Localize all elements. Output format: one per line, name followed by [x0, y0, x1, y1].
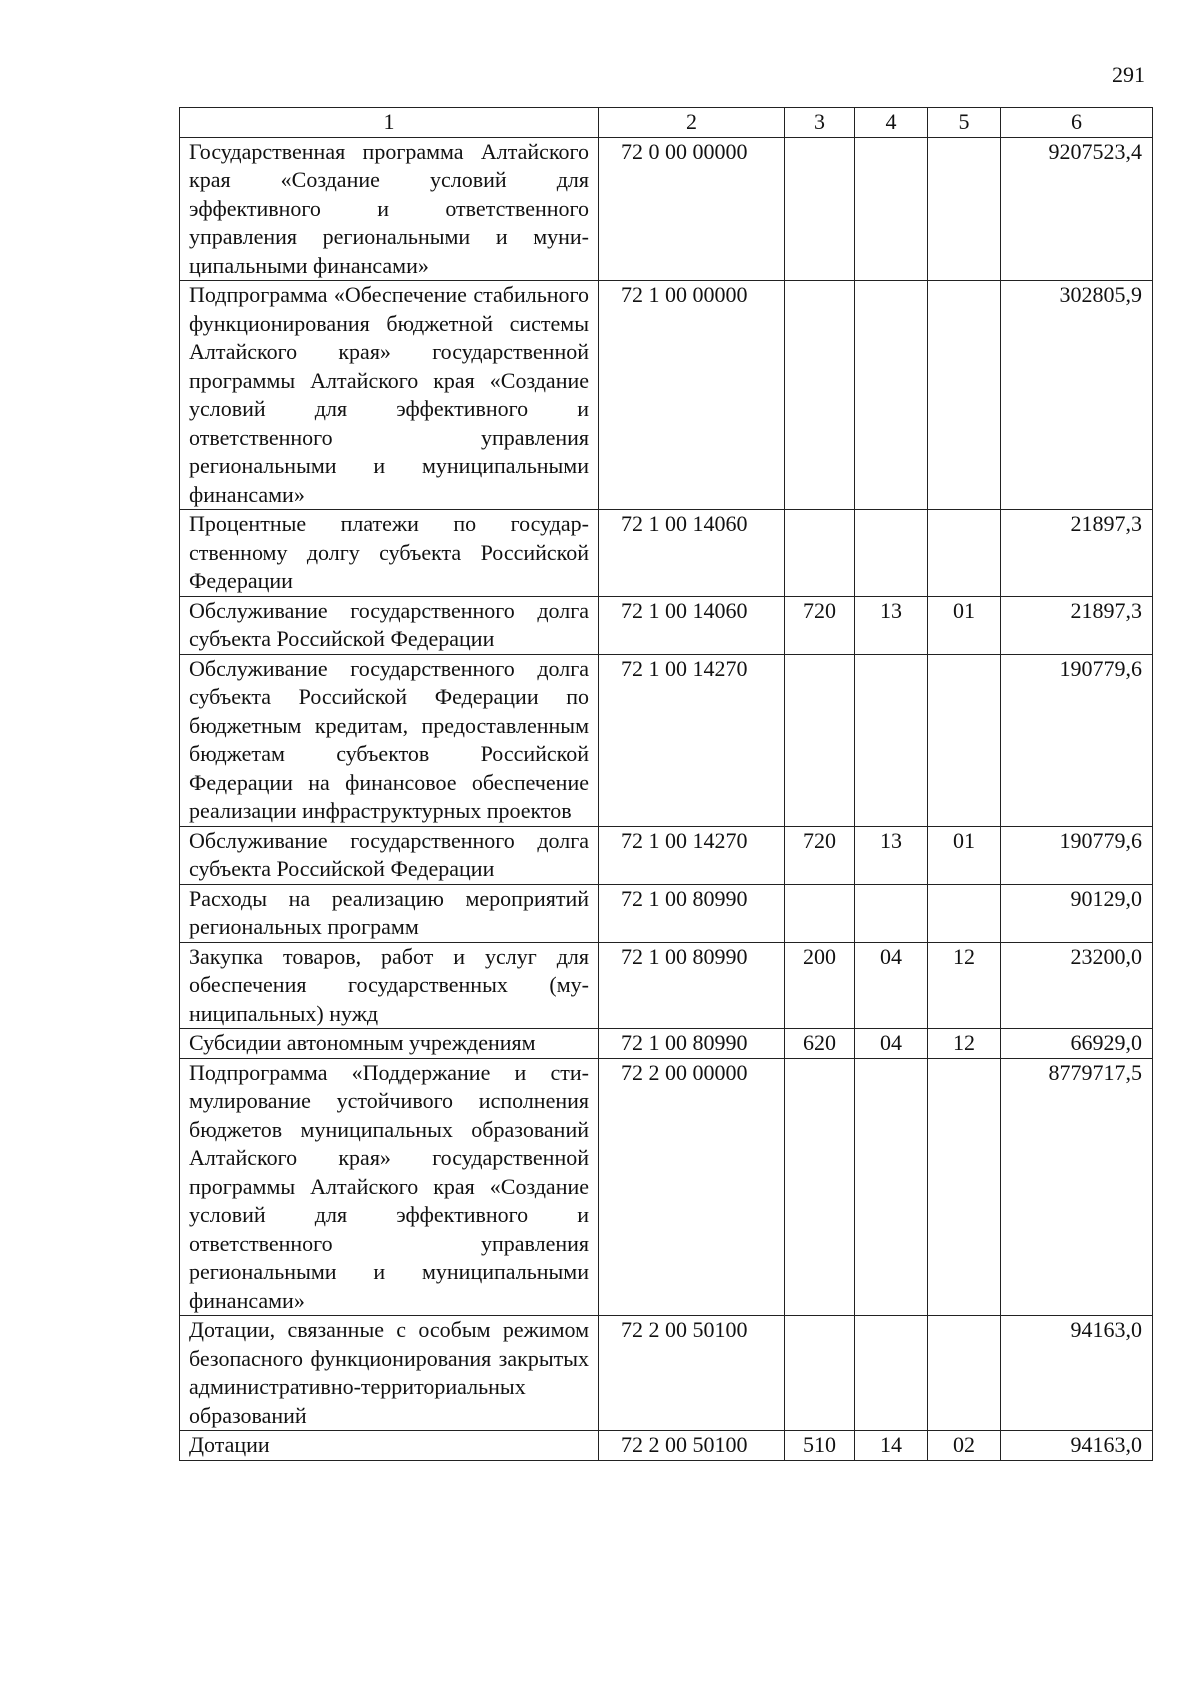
table-body [180, 137, 1153, 1460]
row-code: 72 2 00 50100 [599, 1316, 785, 1431]
row-amount: 21897,3 [1001, 596, 1153, 654]
table-row [180, 654, 1153, 826]
row-name: Дотации [180, 1431, 599, 1461]
row-pr: 01 [928, 826, 1001, 884]
row-rz: 13 [855, 596, 928, 654]
row-name: Расходы на реализацию мероприятий региональных программ [180, 884, 599, 942]
row-code: 72 1 00 00000 [599, 281, 785, 510]
row-pr: 12 [928, 1029, 1001, 1059]
row-name: Закупка товаров, работ и услуг для обеспечения государственных (муниципальных) нужд [180, 942, 599, 1029]
table-row [180, 826, 1153, 884]
row-rz [855, 654, 928, 826]
row-name: Обслуживание государственного долга субъекта Российской Федерации [180, 826, 599, 884]
page-number: 291 [1112, 62, 1145, 87]
row-amount: 190779,6 [1001, 654, 1153, 826]
row-vr [785, 510, 855, 597]
row-code: 72 1 00 14270 [599, 826, 785, 884]
row-vr [785, 281, 855, 510]
row-rz [855, 281, 928, 510]
row-pr [928, 884, 1001, 942]
row-name: Подпрограмма «Обеспечение стабильного функционирования бюджетной системы Алтайского края» государственной программы Алтайского края «Создание условий для эффективного и ответственного управления региональными и муниципальными финансами» [180, 281, 599, 510]
row-code: 72 1 00 14270 [599, 654, 785, 826]
row-pr [928, 510, 1001, 597]
row-vr [785, 1058, 855, 1316]
row-rz: 13 [855, 826, 928, 884]
table-header [180, 108, 1153, 138]
header-row [180, 108, 1153, 138]
row-name: Государственная программа Алтайского края «Создание условий для эффективного и ответственного управления региональными и муниципальными финансами» [180, 137, 599, 281]
budget-table [179, 107, 1153, 1461]
row-pr: 01 [928, 596, 1001, 654]
row-amount: 94163,0 [1001, 1431, 1153, 1461]
row-pr [928, 281, 1001, 510]
row-name: Обслуживание государственного долга субъекта Российской Федерации по бюджетным кредитам, предоставленным бюджетам субъектов Российской Федерации на финансовое обеспечение реализации инфраструктурных проектов [180, 654, 599, 826]
row-rz [855, 1058, 928, 1316]
row-vr: 620 [785, 1029, 855, 1059]
row-rz: 14 [855, 1431, 928, 1461]
table-row [180, 596, 1153, 654]
table-row [180, 1316, 1153, 1431]
row-pr [928, 1316, 1001, 1431]
row-vr: 200 [785, 942, 855, 1029]
row-vr [785, 137, 855, 281]
row-name: Субсидии автономным учреждениям [180, 1029, 599, 1059]
row-name: Подпрограмма «Поддержание и стимулирование устойчивого исполнения бюджетов муниципальных образований Алтайского края» государственной программы Алтайского края «Создание условий для эффективного и ответственного управления региональными и муниципальными финансами» [180, 1058, 599, 1316]
row-name: Дотации, связанные с особым режимом безопасного функционирования закрытых административно-территориальных образований [180, 1316, 599, 1431]
row-rz [855, 137, 928, 281]
row-rz [855, 1316, 928, 1431]
row-code: 72 2 00 50100 [599, 1431, 785, 1461]
row-pr [928, 1058, 1001, 1316]
row-amount: 302805,9 [1001, 281, 1153, 510]
row-amount: 9207523,4 [1001, 137, 1153, 281]
row-code: 72 1 00 14060 [599, 510, 785, 597]
column-header-1: 1 [180, 108, 599, 138]
row-pr: 12 [928, 942, 1001, 1029]
row-vr: 720 [785, 596, 855, 654]
table-row [180, 281, 1153, 510]
row-name: Обслуживание государственного долга субъекта Российской Федерации [180, 596, 599, 654]
column-header-6: 6 [1001, 108, 1153, 138]
table-row [180, 510, 1153, 597]
row-name: Процентные платежи по государственному долгу субъекта Российской Федерации [180, 510, 599, 597]
row-amount: 21897,3 [1001, 510, 1153, 597]
table-row [180, 884, 1153, 942]
column-header-3: 3 [785, 108, 855, 138]
row-code: 72 1 00 80990 [599, 1029, 785, 1059]
row-vr: 720 [785, 826, 855, 884]
table-row [180, 137, 1153, 281]
column-header-4: 4 [855, 108, 928, 138]
row-rz: 04 [855, 942, 928, 1029]
table-row [180, 1029, 1153, 1059]
row-amount: 94163,0 [1001, 1316, 1153, 1431]
row-vr: 510 [785, 1431, 855, 1461]
row-vr [785, 654, 855, 826]
row-rz: 04 [855, 1029, 928, 1059]
row-rz [855, 510, 928, 597]
row-code: 72 1 00 14060 [599, 596, 785, 654]
row-code: 72 0 00 00000 [599, 137, 785, 281]
row-rz [855, 884, 928, 942]
row-amount: 23200,0 [1001, 942, 1153, 1029]
column-header-2: 2 [599, 108, 785, 138]
column-header-5: 5 [928, 108, 1001, 138]
row-code: 72 1 00 80990 [599, 942, 785, 1029]
table-row [180, 1431, 1153, 1461]
table-row [180, 1058, 1153, 1316]
row-vr [785, 884, 855, 942]
row-code: 72 1 00 80990 [599, 884, 785, 942]
row-pr [928, 137, 1001, 281]
row-amount: 8779717,5 [1001, 1058, 1153, 1316]
row-amount: 90129,0 [1001, 884, 1153, 942]
row-pr: 02 [928, 1431, 1001, 1461]
table-row [180, 942, 1153, 1029]
row-amount: 190779,6 [1001, 826, 1153, 884]
row-amount: 66929,0 [1001, 1029, 1153, 1059]
row-vr [785, 1316, 855, 1431]
row-pr [928, 654, 1001, 826]
row-code: 72 2 00 00000 [599, 1058, 785, 1316]
